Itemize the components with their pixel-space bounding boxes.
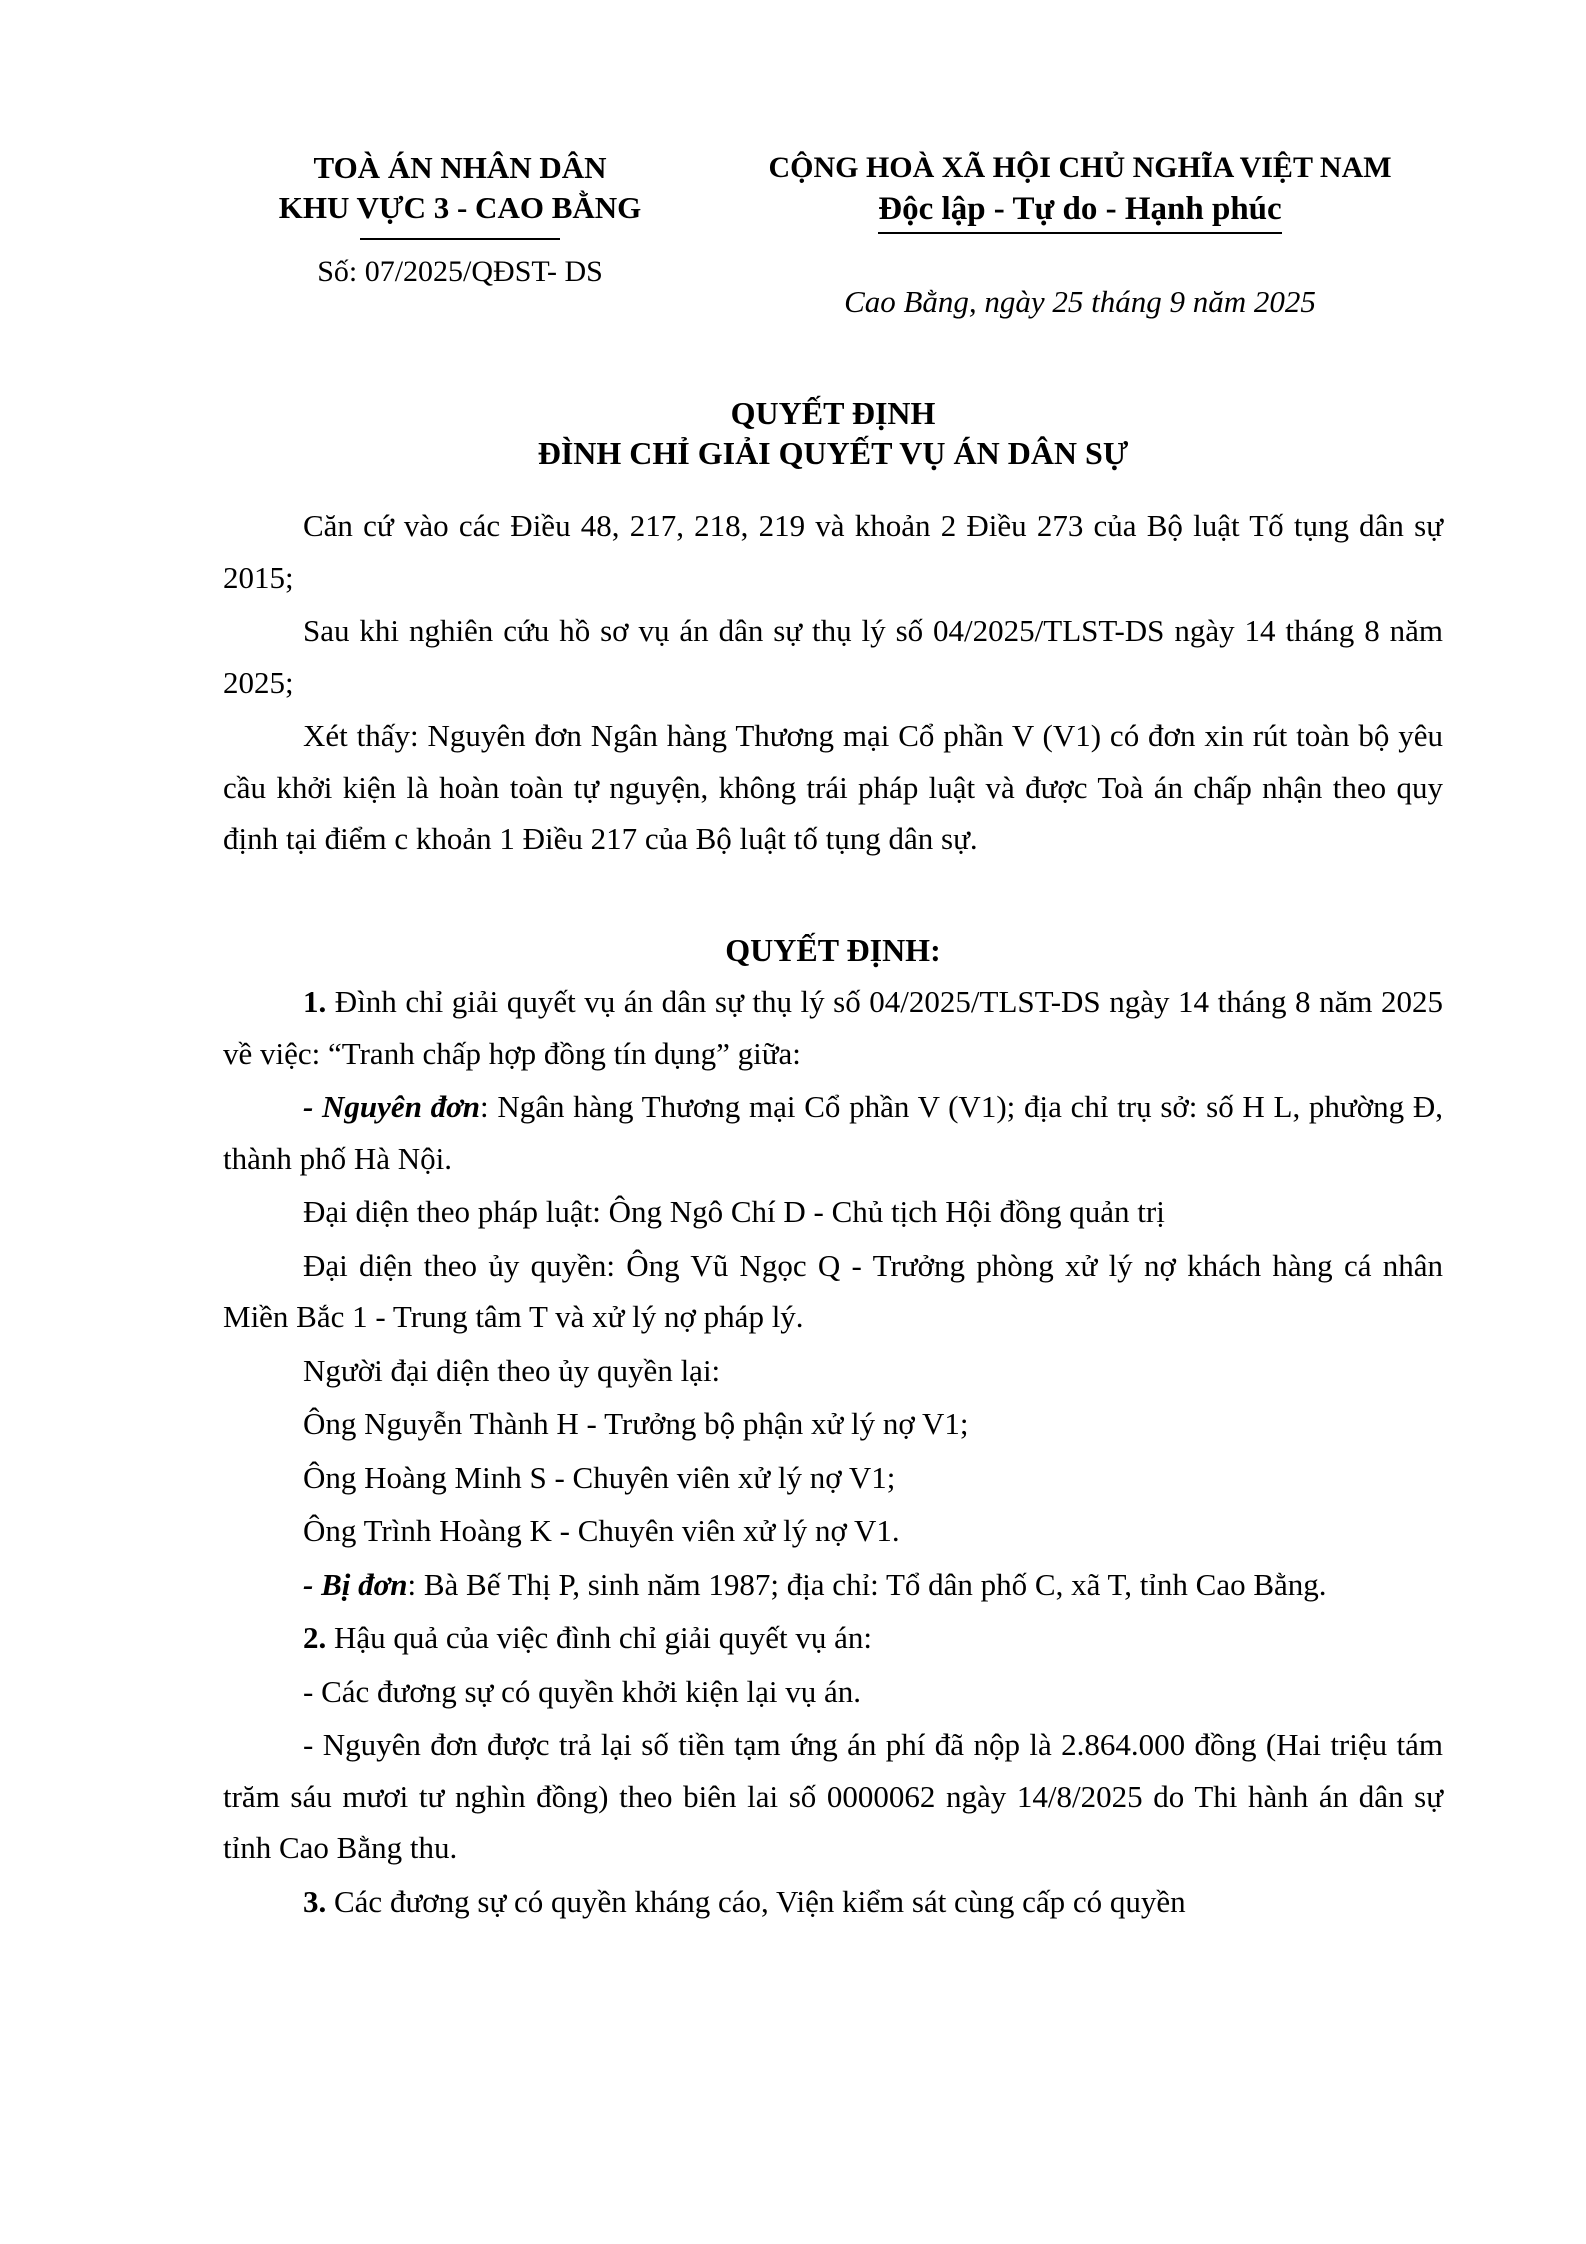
item-text: Đình chỉ giải quyết vụ án dân sự thụ lý số 04/2025/TLST-DS ngày 14 tháng 8 năm 2025 về việc: “Tranh chấp hợp đồng tín dụng” giữa: [223, 984, 1443, 1071]
legal-representative: Đại diện theo pháp luật: Ông Ngô Chí D - Chủ tịch Hội đồng quản trị [303, 1194, 1165, 1229]
item-text: Hậu quả của việc đình chỉ giải quyết vụ án: [326, 1620, 873, 1655]
authorized-representative: Đại diện theo ủy quyền: Ông Vũ Ngọc Q - Trưởng phòng xử lý nợ khách hàng cá nhân Miền Bắc 1 - Trung tâm T và xử lý nợ pháp lý. [223, 1247, 1443, 1334]
document-body [223, 500, 1443, 1929]
place-date: Cao Bằng, ngày 25 tháng 9 năm 2025 [844, 284, 1316, 319]
court-name: TOÀ ÁN NHÂN DÂN [313, 150, 607, 185]
plaintiff-label: - Nguyên đơn [303, 1089, 481, 1124]
national-header [720, 148, 1440, 322]
decision-item-1 [223, 976, 1443, 1079]
sub-authorized-label: Người đại diện theo ủy quyền lại: [303, 1352, 721, 1388]
consequence-point: - Nguyên đơn được trả lại số tiền tạm ứng án phí đã nộp là 2.864.000 đồng (Hai triệu tám trăm sáu mươi tư nghìn đồng) theo biên lai số 0000062 ngày 14/8/2025 do Thi hành án dân sự tỉnh Cao Bằng thu. [223, 1727, 1443, 1865]
spacer [223, 867, 1443, 925]
item-number: 3. [303, 1883, 327, 1919]
item-number: 1. [303, 984, 327, 1019]
national-motto: Độc lập - Tự do - Hạnh phúc [878, 188, 1281, 234]
sub-authorized-person: Ông Hoàng Minh S - Chuyên viên xử lý nợ V1; [303, 1459, 896, 1495]
decision-item-3 [223, 1876, 1443, 1928]
item-text: Các đương sự có quyền kháng cáo, Viện kiểm sát cùng cấp có quyền [326, 1883, 1186, 1919]
document-title [220, 393, 1446, 473]
defendant-label: - Bị đơn [303, 1566, 408, 1602]
title-line-1: QUYẾT ĐỊNH [730, 395, 936, 431]
court-header [220, 148, 700, 292]
nation-name: CỘNG HOÀ XÃ HỘI CHỦ NGHĨA VIỆT NAM [768, 151, 1392, 184]
defendant-info [223, 1559, 1443, 1611]
item-number: 2. [303, 1620, 327, 1655]
decision-item-2 [223, 1612, 1443, 1664]
sub-authorized-person: Ông Nguyễn Thành H - Trưởng bộ phận xử lý nợ V1; [303, 1406, 969, 1441]
header-divider [360, 238, 560, 240]
plaintiff-text: : Ngân hàng Thương mại Cổ phần V (V1); địa chỉ trụ sở: số H L, phường Đ, thành phố Hà Nội. [223, 1089, 1443, 1176]
preamble-findings: Xét thấy: Nguyên đơn Ngân hàng Thương mại Cổ phần V (V1) có đơn xin rút toàn bộ yêu cầu khởi kiện là hoàn toàn tự nguyện, không trái pháp luật và được Toà án chấp nhận theo quy định tại điểm c khoản 1 Điều 217 của Bộ luật tố tụng dân sự. [223, 718, 1443, 856]
court-region: KHU VỰC 3 - CAO BẰNG [278, 190, 642, 225]
decision-heading: QUYẾT ĐỊNH: [725, 931, 941, 968]
preamble-legal-basis: Căn cứ vào các Điều 48, 217, 218, 219 và khoản 2 Điều 273 của Bộ luật Tố tụng dân sự 2015; [223, 508, 1443, 595]
sub-authorized-person: Ông Trình Hoàng K - Chuyên viên xử lý nợ V1. [303, 1513, 900, 1548]
defendant-text: : Bà Bế Thị P, sinh năm 1987; địa chỉ: Tổ dân phố C, xã T, tỉnh Cao Bằng. [407, 1566, 1327, 1602]
preamble-case-review: Sau khi nghiên cứu hồ sơ vụ án dân sự thụ lý số 04/2025/TLST-DS ngày 14 tháng 8 năm 2025; [223, 613, 1443, 700]
plaintiff-info [223, 1081, 1443, 1184]
consequence-point: - Các đương sự có quyền khởi kiện lại vụ án. [303, 1673, 861, 1709]
title-line-2: ĐÌNH CHỈ GIẢI QUYẾT VỤ ÁN DÂN SỰ [537, 435, 1129, 471]
document-number: Số: 07/2025/QĐST- DS [317, 255, 603, 288]
